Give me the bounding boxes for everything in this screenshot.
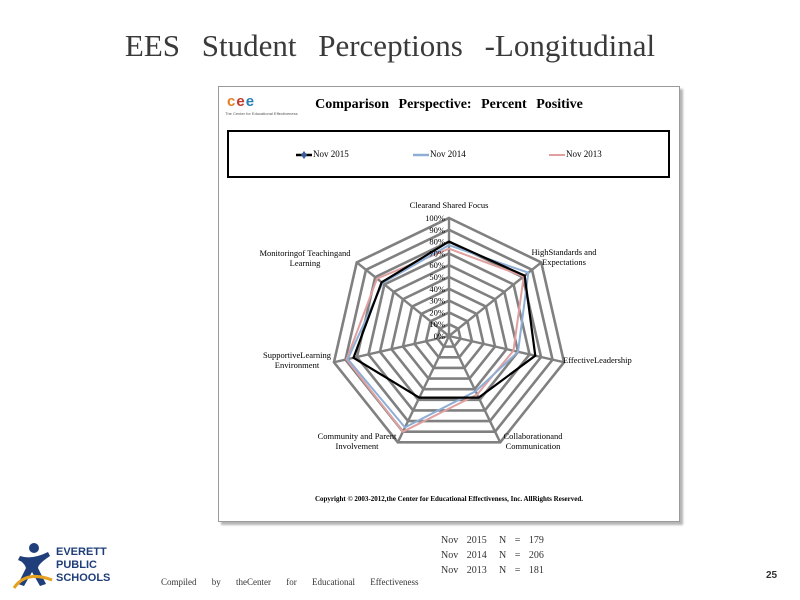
radar-tick-label: 40% (429, 283, 445, 294)
slide-title: EES Student Perceptions -Longitudinal (124, 28, 656, 63)
radar-tick-label: 10% (429, 319, 445, 330)
radar-tick-label: 50% (429, 272, 445, 282)
radar-tick-label: 60% (429, 260, 445, 271)
radar-axis-label: Involvement (335, 441, 379, 451)
radar-axis-label: Collaborationand (503, 431, 563, 441)
radar-axis-label: Clearand Shared Focus (409, 200, 489, 210)
student-figure-icon (12, 540, 56, 590)
copyright-notice: Copyright © 2003-2012,the Center for Educational Effectiveness, Inc. AllRights Reserved. (314, 495, 584, 503)
radar-axis-label: Learning (289, 258, 321, 268)
compiled-by-credit: Compiled by theCenter for Educational Effectiveness (161, 577, 419, 587)
legend-label-nov-2014: Nov 2014 (430, 149, 466, 159)
radar-tick-label: 90% (429, 224, 445, 235)
radar-axis-label: Community and Parent (317, 431, 397, 441)
sample-size-row: Nov 2014 N = 206 (441, 550, 544, 561)
radar-tick-label: 0% (433, 331, 445, 341)
radar-tick-label: 70% (429, 248, 445, 259)
cee-logo-letters: cee (227, 93, 256, 110)
everett-public-schools-logo (12, 540, 127, 590)
radar-axis-label: SupportiveLearning (263, 350, 331, 360)
radar-axis-label: Communication (505, 441, 561, 451)
radar-tick-label: 100% (425, 213, 445, 223)
radar-axis-label: Monitoringof Teachingand (259, 248, 351, 258)
radar-tick-label: 80% (429, 236, 445, 247)
radar-tick-label: 30% (429, 295, 445, 306)
sample-size-table (441, 535, 544, 580)
chart-title: Comparison Perspective: Percent Positive (315, 97, 583, 112)
chart-frame (218, 86, 680, 522)
sample-size-row: Nov 2015 N = 179 (441, 535, 544, 546)
cee-logo-subtitle: The Center for Educational Effectiveness (225, 111, 298, 116)
radar-axis-label: EffectiveLeadership (563, 355, 632, 365)
radar-axis-label: Expectations (542, 257, 586, 267)
sample-size-row: Nov 2013 N = 181 (441, 565, 544, 576)
page-number: 25 (766, 570, 778, 581)
radar-axis-label: HighStandards and (531, 247, 597, 257)
logo-text: EVERETT PUBLIC SCHOOLS (56, 546, 111, 584)
radar-chart (219, 87, 679, 487)
radar-axis-label: Environment (274, 360, 320, 370)
legend-label-nov-2013: Nov 2013 (566, 149, 602, 159)
legend-label-nov-2015: Nov 2015 (313, 149, 349, 159)
radar-tick-label: 20% (429, 307, 445, 318)
